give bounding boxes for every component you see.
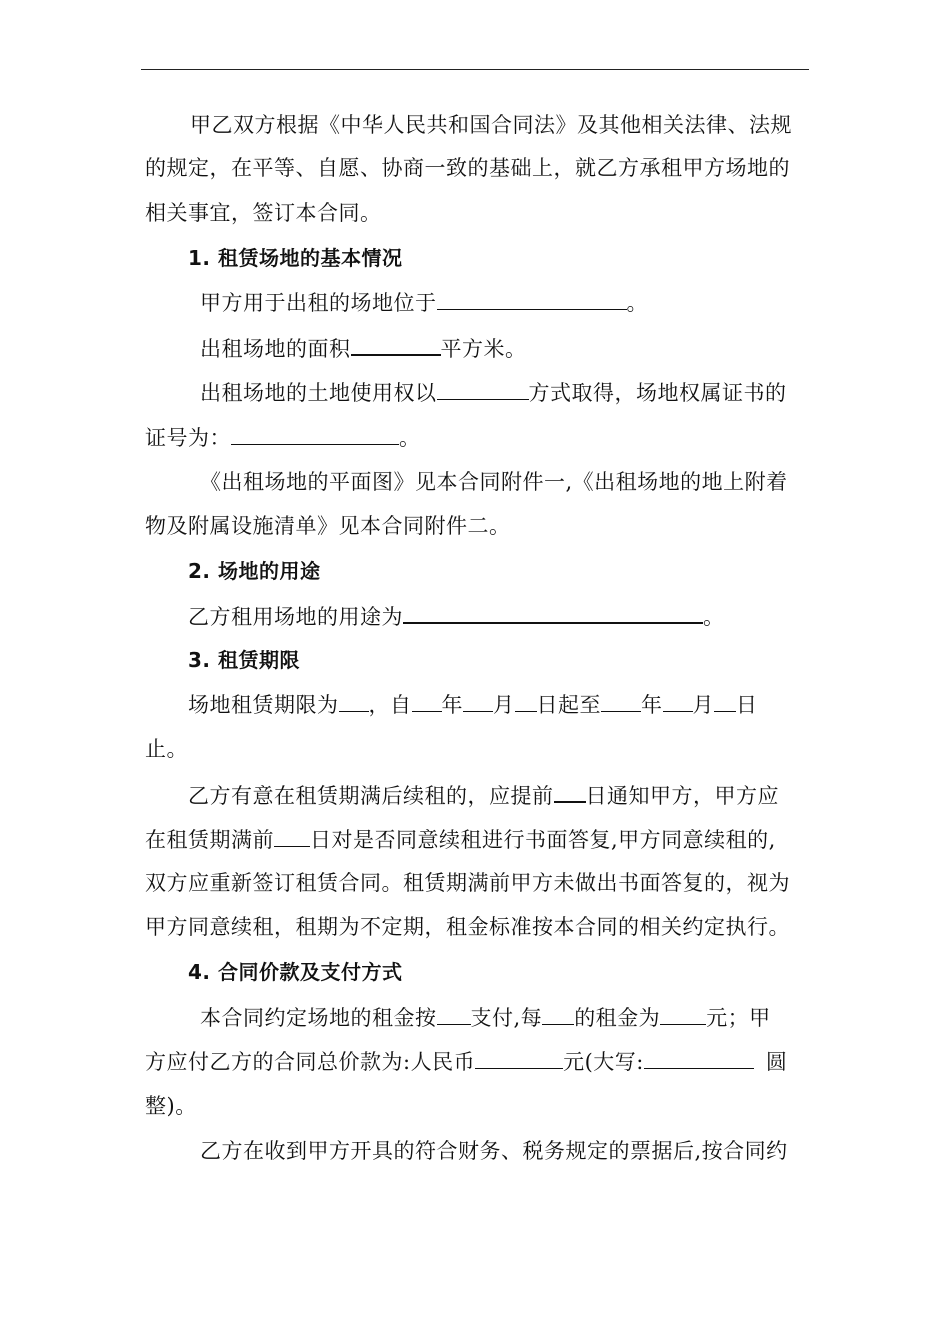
- payment-line-1: [200, 1002, 771, 1033]
- area-unit: 平方米。: [440, 337, 527, 361]
- area-blank: [351, 332, 441, 356]
- area-line: [200, 332, 527, 364]
- renewal-line-2: [145, 824, 776, 855]
- start-month-blank: [463, 689, 493, 712]
- section-3-heading: 3. 租赁期限: [188, 648, 300, 672]
- location-label: 甲方用于出租的场地位于: [200, 291, 437, 315]
- use-blank: [403, 600, 703, 624]
- renewal-notice-label: 乙方有意在租赁期满后续租的，应提前: [188, 784, 554, 808]
- location-end: 。: [626, 291, 648, 315]
- total-price-blank: [475, 1046, 563, 1069]
- cert-blank: [231, 422, 399, 445]
- renewal-line-1: [188, 779, 779, 811]
- term-from: ，自: [368, 693, 412, 717]
- start-month-label: 月: [493, 693, 515, 717]
- payment-method-blank: [437, 1002, 471, 1025]
- cert-label: 证号为：: [145, 426, 231, 450]
- land-right-text: 方式取得，场地权属证书的: [528, 381, 787, 405]
- payment-line-2: [145, 1046, 787, 1077]
- end-year-label: 年: [641, 693, 663, 717]
- payment-line-3: 整)。: [145, 1094, 197, 1118]
- cert-end: 。: [399, 426, 421, 450]
- payment-period-label: 支付,每: [470, 1006, 543, 1030]
- use-label: 乙方租用场地的用途为: [188, 605, 403, 629]
- end-month-label: 月: [692, 693, 714, 717]
- term-label: 场地租赁期限为: [188, 693, 339, 717]
- payment-method-label: 本合同约定场地的租金按: [200, 1006, 437, 1030]
- intro-line-1: 甲乙双方根据《中华人民共和国合同法》及其他相关法律、法规: [190, 113, 792, 137]
- rent-amount-unit: 元；甲: [706, 1006, 771, 1030]
- end-day-blank: [714, 689, 736, 712]
- location-line: [200, 287, 648, 318]
- end-day-label: 日: [736, 693, 758, 717]
- section-4-heading: 4. 合同价款及支付方式: [188, 960, 403, 984]
- renewal-line-4: 甲方同意续租，租期为不定期，租金标准按本合同的相关约定执行。: [145, 915, 790, 939]
- section-1-heading: 1. 租赁场地的基本情况: [188, 246, 403, 270]
- start-year-blank: [412, 689, 442, 712]
- total-price-capital-blank: [644, 1046, 754, 1069]
- term-blank: [339, 689, 369, 712]
- term-end-line: 止。: [145, 737, 188, 761]
- renewal-notice-blank: [554, 779, 586, 803]
- payment-line-4: 乙方在收到甲方开具的符合财务、税务规定的票据后,按合同约: [200, 1139, 788, 1163]
- term-line: [188, 689, 758, 720]
- renewal-reply-label: 在租赁期满前: [145, 828, 274, 852]
- renewal-reply-text: 日对是否同意续租进行书面答复,甲方同意续租的,: [310, 828, 776, 852]
- renewal-line-3: 双方应重新签订租赁合同。租赁期满前甲方未做出书面答复的，视为: [145, 871, 790, 895]
- rent-amount-blank: [660, 1002, 706, 1025]
- start-day-blank: [515, 689, 537, 712]
- rent-amount-label: 的租金为: [574, 1006, 661, 1030]
- land-right-label: 出租场地的土地使用权以: [200, 381, 437, 405]
- location-blank: [437, 287, 627, 310]
- section-2-heading: 2. 场地的用途: [188, 559, 321, 583]
- start-day-label: 日起至: [536, 693, 601, 717]
- header-rule: [141, 69, 809, 70]
- cert-line: [145, 422, 421, 453]
- end-month-blank: [663, 689, 693, 712]
- renewal-reply-blank: [274, 824, 310, 847]
- end-year-blank: [601, 689, 641, 712]
- use-line: [188, 600, 725, 632]
- land-right-line: [200, 377, 787, 408]
- land-right-blank: [437, 377, 529, 400]
- total-price-label: 方应付乙方的合同总价款为:人民币: [145, 1050, 476, 1074]
- use-end: 。: [703, 605, 725, 629]
- start-year-label: 年: [441, 693, 463, 717]
- payment-period-blank: [542, 1002, 574, 1025]
- total-price-unit: 圆: [765, 1050, 788, 1074]
- plan-line-2: 物及附属设施清单》见本合同附件二。: [145, 514, 511, 538]
- intro-line-2: 的规定，在平等、自愿、协商一致的基础上，就乙方承租甲方场地的: [145, 156, 790, 180]
- total-price-capital-label: 元(大写:: [563, 1050, 644, 1074]
- renewal-notice-text: 日通知甲方，甲方应: [585, 784, 779, 808]
- plan-line-1: 《出租场地的平面图》见本合同附件一,《出租场地的地上附着: [200, 470, 788, 494]
- area-label: 出租场地的面积: [200, 337, 351, 361]
- intro-line-3: 相关事宜，签订本合同。: [145, 201, 382, 225]
